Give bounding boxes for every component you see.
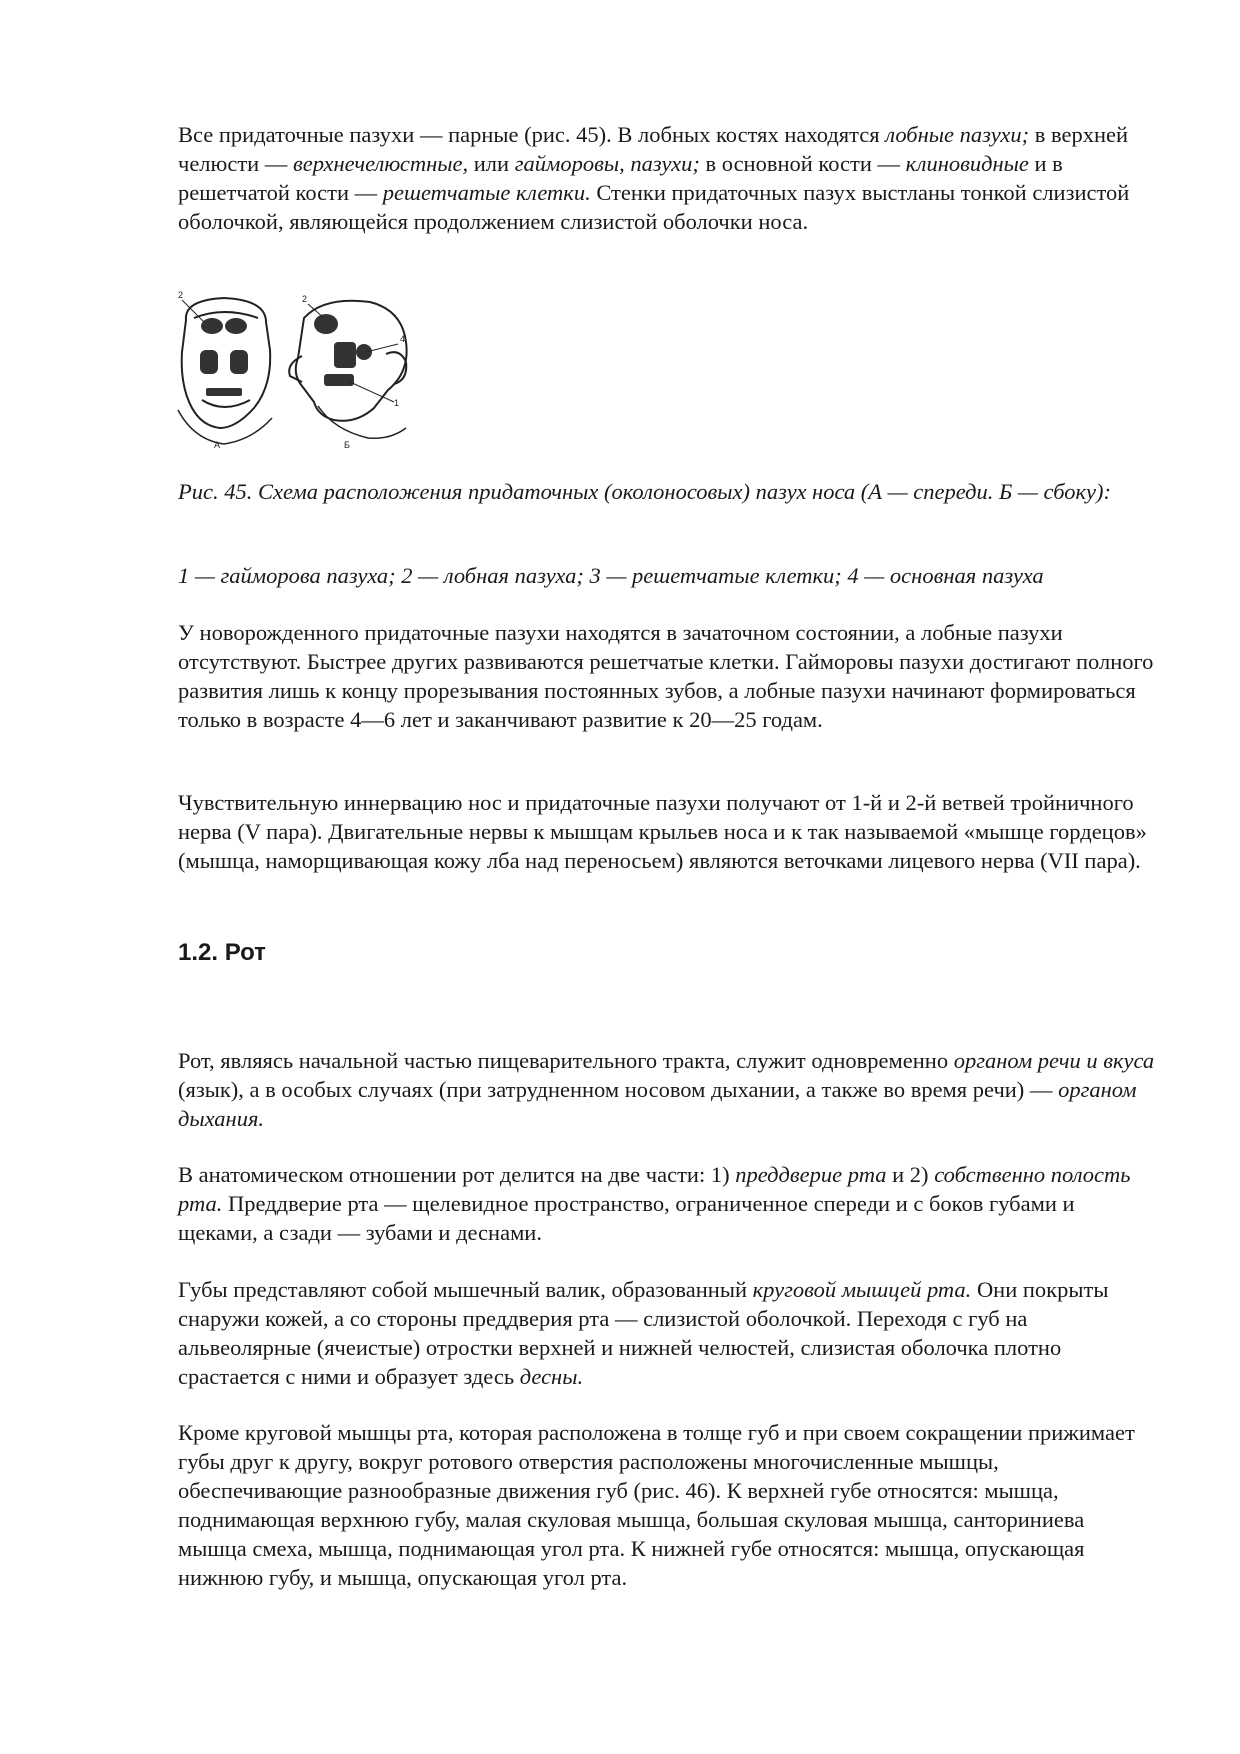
- italic-term: верхнечелюстные,: [292, 151, 469, 176]
- paragraph-mouth-parts: [178, 1160, 1158, 1247]
- italic-term: десны.: [519, 1364, 584, 1389]
- text-run: Преддверие рта — щелевидное пространство, ограниченное спереди и с боков губами и щеками, а сзади — зубами и деснами.: [178, 1191, 1075, 1245]
- svg-text:2: 2: [178, 290, 184, 300]
- italic-term: собственно полость рта.: [178, 1162, 1131, 1216]
- text-run: В анатомическом отношении рот делится на две части: 1): [178, 1162, 736, 1187]
- text-run: или: [468, 151, 515, 176]
- brow-line: [194, 312, 258, 318]
- text-run: в основной кости —: [699, 151, 906, 176]
- italic-term: органом дыхания.: [178, 1077, 1137, 1131]
- figure-label-a: А: [214, 440, 221, 450]
- text-run: Стенки придаточных пазух выстланы тонкой слизистой оболочкой, являющейся продолжением слизистой оболочки носа.: [178, 180, 1130, 234]
- section-heading-mouth: 1.2. Рот: [178, 939, 266, 966]
- paragraph-lip-muscles: Кроме круговой мышцы рта, которая расположена в толще губ и при своем сокращении прижимает губы друг к другу, вокруг ротового отверстия расположены многочисленные мышцы, обеспечивающие разнообразные движения губ (рис. 46). К верхней губе относятся: мышца, поднимающая верхнюю губу, малая скуловая мышца, большая скуловая мышца, санториниева мышца смеха, мышца, поднимающая угол рта. К нижней губе относятся: мышца, опускающая нижнюю губу, и мышца, опускающая угол рта.: [178, 1420, 1135, 1590]
- italic-term: органом речи и вкуса: [953, 1048, 1155, 1073]
- figure-label-b: Б: [344, 440, 350, 450]
- text-run: и в решетчатой кости —: [178, 151, 1063, 205]
- italic-term: преддверие рта: [735, 1162, 887, 1187]
- text-run: и 2): [886, 1162, 935, 1187]
- italic-term: решетчатые клетки.: [382, 180, 591, 205]
- text-run: в верхней челюсти —: [178, 122, 1129, 176]
- paragraph-sinuses-intro: [178, 120, 1158, 236]
- text-run: Губы представляют собой мышечный валик, образованный: [178, 1277, 753, 1302]
- svg-text:2: 2: [302, 294, 308, 304]
- neck-side-line: [318, 406, 406, 438]
- text-run: (язык), а в особых случаях (при затрудненном носовом дыхании, а также во время речи) —: [178, 1077, 1059, 1102]
- figure-legend: 1 — гайморова пазуха; 2 — лобная пазуха; 3 — решетчатые клетки; 4 — основная пазуха: [178, 563, 1044, 588]
- sinus-drawing: [174, 290, 420, 450]
- paragraph-lips: [178, 1275, 1158, 1391]
- svg-text:4: 4: [400, 334, 406, 344]
- text-run: Рот, являясь начальной частью пищеварительного тракта, служит одновременно: [178, 1048, 954, 1073]
- figure-caption: Рис. 45. Схема расположения придаточных (околоносовых) пазух носа (А — спереди. Б — сбоку):: [178, 479, 1112, 504]
- text-run: Все придаточные пазухи — парные (рис. 45). В лобных костях находятся: [178, 122, 886, 147]
- text-run: Они покрыты снаружи кожей, а со стороны преддверия рта — слизистой оболочкой. Переходя с губ на альвеолярные (ячеистые) отростки верхней и нижней челюстей, слизистая оболочка плотно срастается с ними и образует здесь: [178, 1277, 1109, 1389]
- italic-term: клиновидные: [905, 151, 1029, 176]
- paragraph-newborn: У новорожденного придаточные пазухи находятся в зачаточном состоянии, а лобные пазухи отсутствуют. Быстрее других развиваются решетчатые клетки. Гайморовы пазухи достигают полного развития лишь к концу прорезывания постоянных зубов, а лобные пазухи начинают формироваться только в возрасте 4—6 лет и заканчивают развитие к 20—25 годам.: [178, 620, 1154, 732]
- jaw-line: [202, 400, 250, 407]
- figure-45-sinus-diagram: [174, 290, 420, 450]
- italic-term: круговой мышцей рта.: [752, 1277, 972, 1302]
- italic-term: гайморовы, пазухи;: [514, 151, 700, 176]
- paragraph-innervation: Чувствительную иннервацию нос и придаточные пазухи получают от 1-й и 2-й ветвей тройничного нерва (V пара). Двигательные нервы к мышцам крыльев носа и к так называемой «мышце гордецов» (мышца, наморщивающая кожу лба над переносьем) являются веточками лицевого нерва (VII пара).: [178, 790, 1147, 873]
- svg-text:1: 1: [394, 398, 400, 408]
- italic-term: лобные пазухи;: [885, 122, 1030, 147]
- paragraph-mouth-function: [178, 1046, 1158, 1133]
